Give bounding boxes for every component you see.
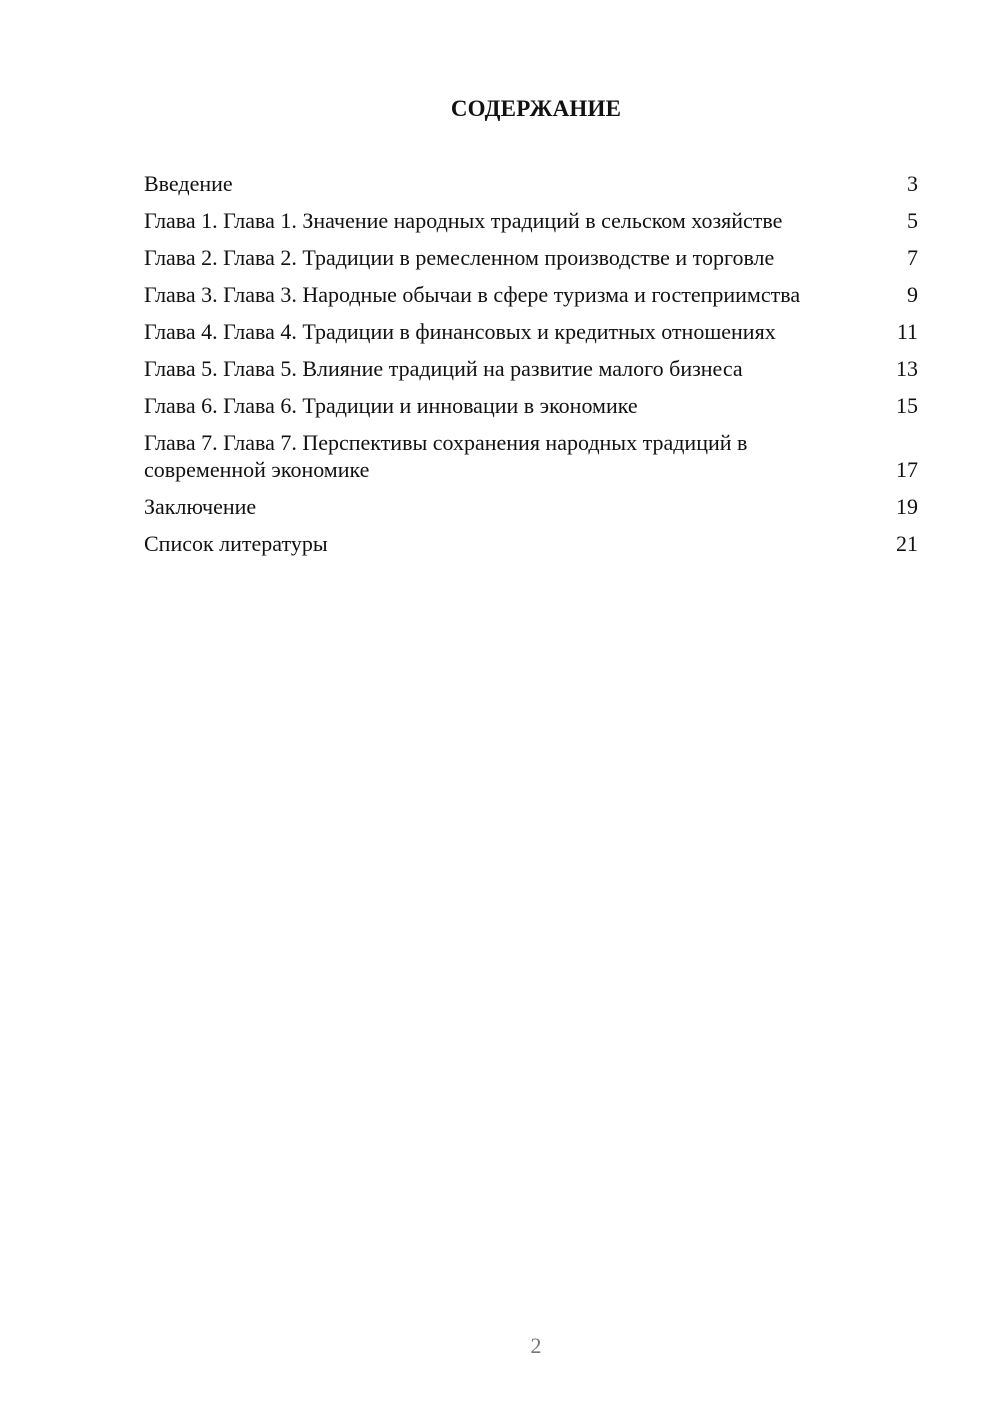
toc-entry-chapter-5[interactable] — [144, 355, 918, 382]
toc-entry-title: Введение — [144, 171, 233, 196]
toc-entry-title: Глава 6. Глава 6. Традиции и инновации в экономике — [144, 393, 638, 418]
toc-entry-title: Глава 2. Глава 2. Традиции в ремесленном производстве и торговле — [144, 245, 775, 270]
toc-entry-chapter-2[interactable] — [144, 244, 918, 271]
toc-entry-page: 3 — [907, 171, 918, 196]
toc-entry-title: Глава 4. Глава 4. Традиции в финансовых и кредитных отношениях — [144, 319, 776, 344]
toc-entry-chapter-7[interactable] — [144, 429, 918, 483]
page-title: СОДЕРЖАНИЕ — [450, 96, 622, 121]
toc-entry-introduction[interactable] — [144, 170, 918, 197]
page-number: 2 — [530, 1333, 542, 1358]
toc-entry-chapter-3[interactable] — [144, 281, 918, 308]
toc-entry-page: 15 — [896, 393, 918, 418]
toc-entry-title: Заключение — [144, 494, 257, 519]
toc-entry-title: Глава 5. Глава 5. Влияние традиций на развитие малого бизнеса — [144, 356, 743, 381]
toc-entry-page: 9 — [907, 282, 918, 307]
toc-entry-page: 19 — [896, 494, 918, 519]
toc-entry-title: Список литературы — [144, 531, 328, 556]
toc-entry-chapter-6[interactable] — [144, 392, 918, 419]
table-of-contents — [144, 170, 918, 567]
toc-entry-conclusion[interactable] — [144, 493, 918, 520]
toc-entry-page: 13 — [896, 356, 918, 381]
toc-entry-page: 5 — [907, 208, 918, 233]
toc-entry-page: 7 — [907, 245, 918, 270]
toc-entry-title: Глава 7. Глава 7. Перспективы сохранения народных традиций в современной экономике — [144, 430, 748, 482]
toc-entry-page: 11 — [896, 319, 918, 344]
toc-entry-title: Глава 1. Глава 1. Значение народных традиций в сельском хозяйстве — [144, 208, 783, 233]
toc-entry-title: Глава 3. Глава 3. Народные обычаи в сфере туризма и гостеприимства — [144, 282, 801, 307]
toc-entry-chapter-1[interactable] — [144, 207, 918, 234]
toc-entry-page: 17 — [896, 457, 918, 482]
toc-entry-references[interactable] — [144, 530, 918, 557]
toc-entry-chapter-4[interactable] — [144, 318, 918, 345]
toc-entry-page: 21 — [896, 531, 918, 556]
